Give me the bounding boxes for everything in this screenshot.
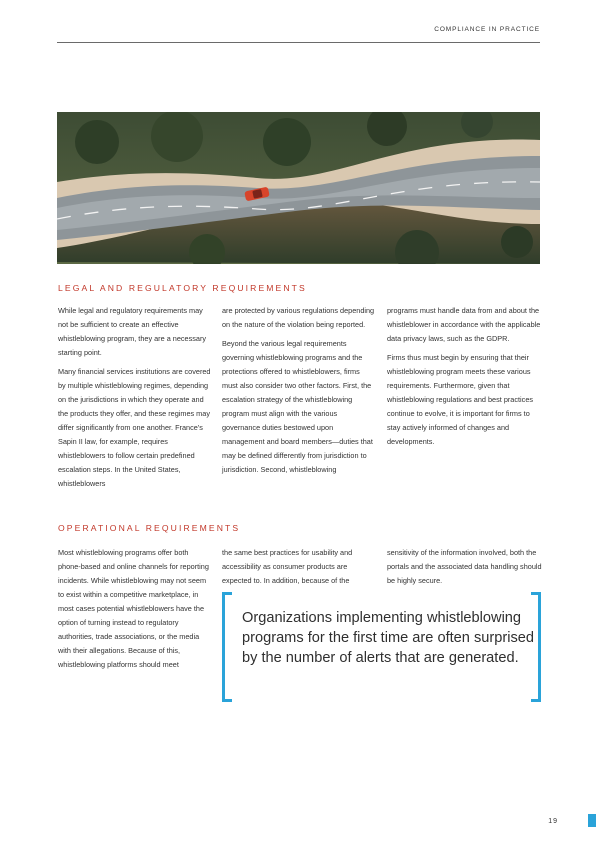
road-photo-icon [57, 112, 540, 264]
pull-quote-text: Organizations implementing whistleblowing programs for the first time are often surprised by the number of alerts that are generated. [242, 610, 534, 666]
section-title-legal: LEGAL AND REGULATORY REQUIREMENTS [58, 283, 307, 293]
legal-column-1 [58, 304, 213, 496]
section-title-operational: OPERATIONAL REQUIREMENTS [58, 523, 241, 533]
paragraph: While legal and regulatory requirements may not be sufficient to create an effective whistleblowing program, they are a necessary starting point. [58, 306, 207, 357]
legal-column-3 [387, 304, 542, 454]
paragraph: Beyond the various legal requirements governing whistleblowing programs and the protections offered to whistleblowers, firms must also consider two other factors. First, the escalation strategy of the whistleblowing program must align with the various governance duties bestowed upon management and board members—duties that may be defined differently from jurisdiction to jurisdiction. Second, whistleblowing [222, 339, 373, 474]
running-header: COMPLIANCE IN PRACTICE [434, 26, 540, 33]
page-number: 19 [548, 818, 558, 825]
legal-column-2 [222, 304, 377, 482]
paragraph: programs must handle data from and about the whistleblower in accordance with the applicable data privacy laws, such as the GDPR. [387, 306, 541, 343]
paragraph: Many financial services institutions are covered by multiple whistleblowing regimes, depending on the jurisdictions in which they operate and the products they offer, and these regimes may differ significantly from one another. France’s Sapin II law, for example, requires whistleblowers to follow certain predefined escalation steps. In the United States, whistleblowers [58, 367, 211, 488]
header-divider [57, 42, 540, 43]
paragraph: Firms thus must begin by ensuring that their whistleblowing program meets these various requirements. Furthermore, given that whistleblowing regulations and best practices continue to evolve, it is important for firms to stay actively informed of changes and developments. [387, 353, 534, 446]
left-bracket-icon [222, 592, 232, 702]
pull-quote [222, 592, 541, 702]
operational-column-1 [58, 546, 213, 672]
paragraph: the same best practices for usability and accessibility as consumer products are expected to. In addition, because of the [222, 548, 353, 585]
hero-road-photo [57, 112, 540, 264]
paragraph: Most whistleblowing programs offer both phone-based and online channels for reporting incidents. While whistleblowing may not seem to exist within a competitive marketplace, in most cases potential whistleblowers have the option of turning instead to regulatory authorities, trade associations, or the media with their allegations. Because of this, whistleblowing platforms should meet [58, 548, 209, 669]
page-tab-marker [588, 814, 596, 827]
paragraph: are protected by various regulations depending on the nature of the violation being reported. [222, 306, 375, 329]
operational-column-3 [387, 546, 542, 588]
operational-column-2 [222, 546, 377, 588]
paragraph: sensitivity of the information involved, both the portals and the associated data handling should be highly secure. [387, 548, 542, 585]
